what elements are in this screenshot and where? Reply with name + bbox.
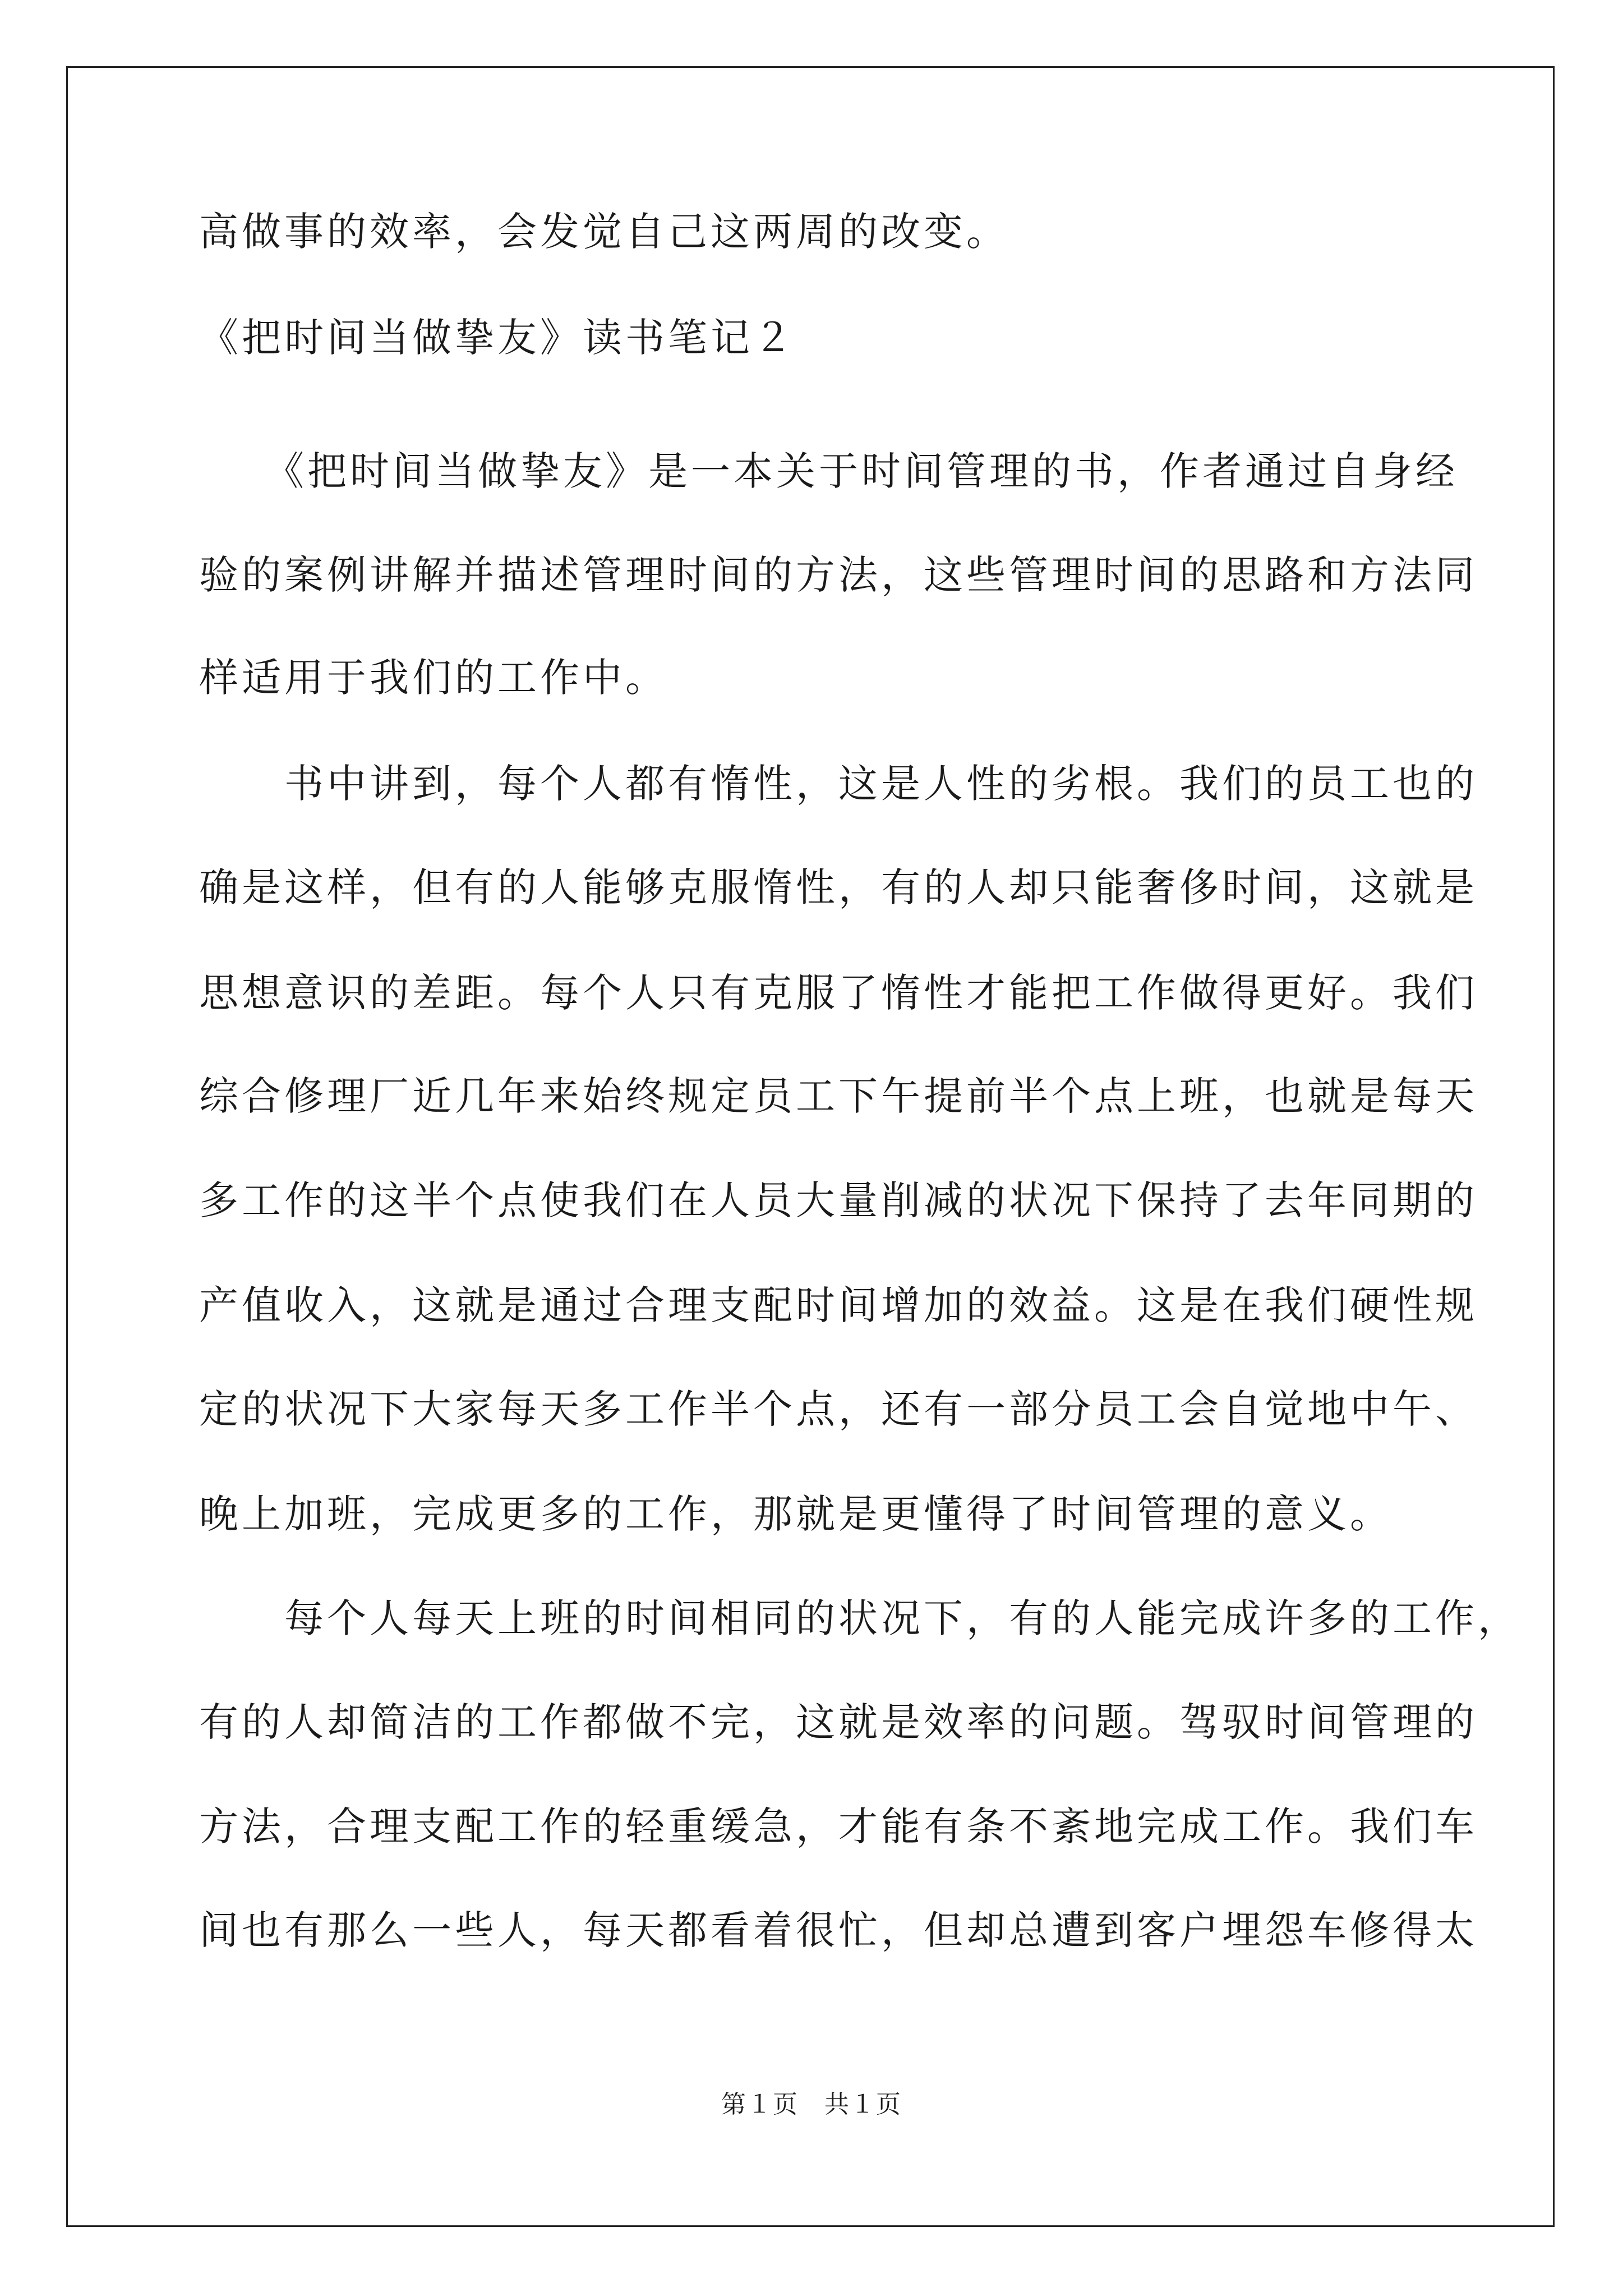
text-line: 综合修理厂近几年来始终规定员工下午提前半个点上班，也就是每天 [199, 1073, 1478, 1119]
text-line: 高做事的效率，会发觉自己这两周的改变。 [199, 209, 1009, 255]
text-line: 晚上加班，完成更多的工作，那就是更懂得了时间管理的意义。 [199, 1491, 1393, 1537]
text-line: 确是这样，但有的人能够克服惰性，有的人却只能奢侈时间，这就是 [199, 864, 1478, 910]
page-border [66, 66, 1555, 2227]
text-line: 每个人每天上班的时间相同的状况下，有的人能完成许多的工作， [199, 1595, 1520, 1641]
text-line: 思想意识的差距。每个人只有克服了惰性才能把工作做得更好。我们 [199, 970, 1478, 1016]
text-line: 《把时间当做挚友》是一本关于时间管理的书，作者通过自身经 [199, 448, 1458, 494]
text-line: 书中讲到，每个人都有惰性，这是人性的劣根。我们的员工也的 [199, 761, 1478, 807]
text-line: 间也有那么一些人，每天都看着很忙，但却总遭到客户埋怨车修得太 [199, 1907, 1478, 1953]
text-line: 定的状况下大家每天多工作半个点，还有一部分员工会自觉地中午、 [199, 1386, 1478, 1432]
text-line: 验的案例讲解并描述管理时间的方法，这些管理时间的思路和方法同 [199, 552, 1478, 598]
text-line: 有的人却简洁的工作都做不完，这就是效率的问题。驾驭时间管理的 [199, 1699, 1478, 1745]
text-line: 多工作的这半个点使我们在人员大量削减的状况下保持了去年同期的 [199, 1177, 1478, 1223]
text-line: 样适用于我们的工作中。 [199, 655, 668, 701]
section-heading: 《把时间当做挚友》读书笔记２ [199, 315, 796, 361]
text-line: 方法，合理支配工作的轻重缓急，才能有条不紊地完成工作。我们车 [199, 1803, 1478, 1849]
page-number-footer: 第１页 共１页 [721, 2090, 902, 2119]
text-line: 产值收入，这就是通过合理支配时间增加的效益。这是在我们硬性规 [199, 1282, 1478, 1328]
